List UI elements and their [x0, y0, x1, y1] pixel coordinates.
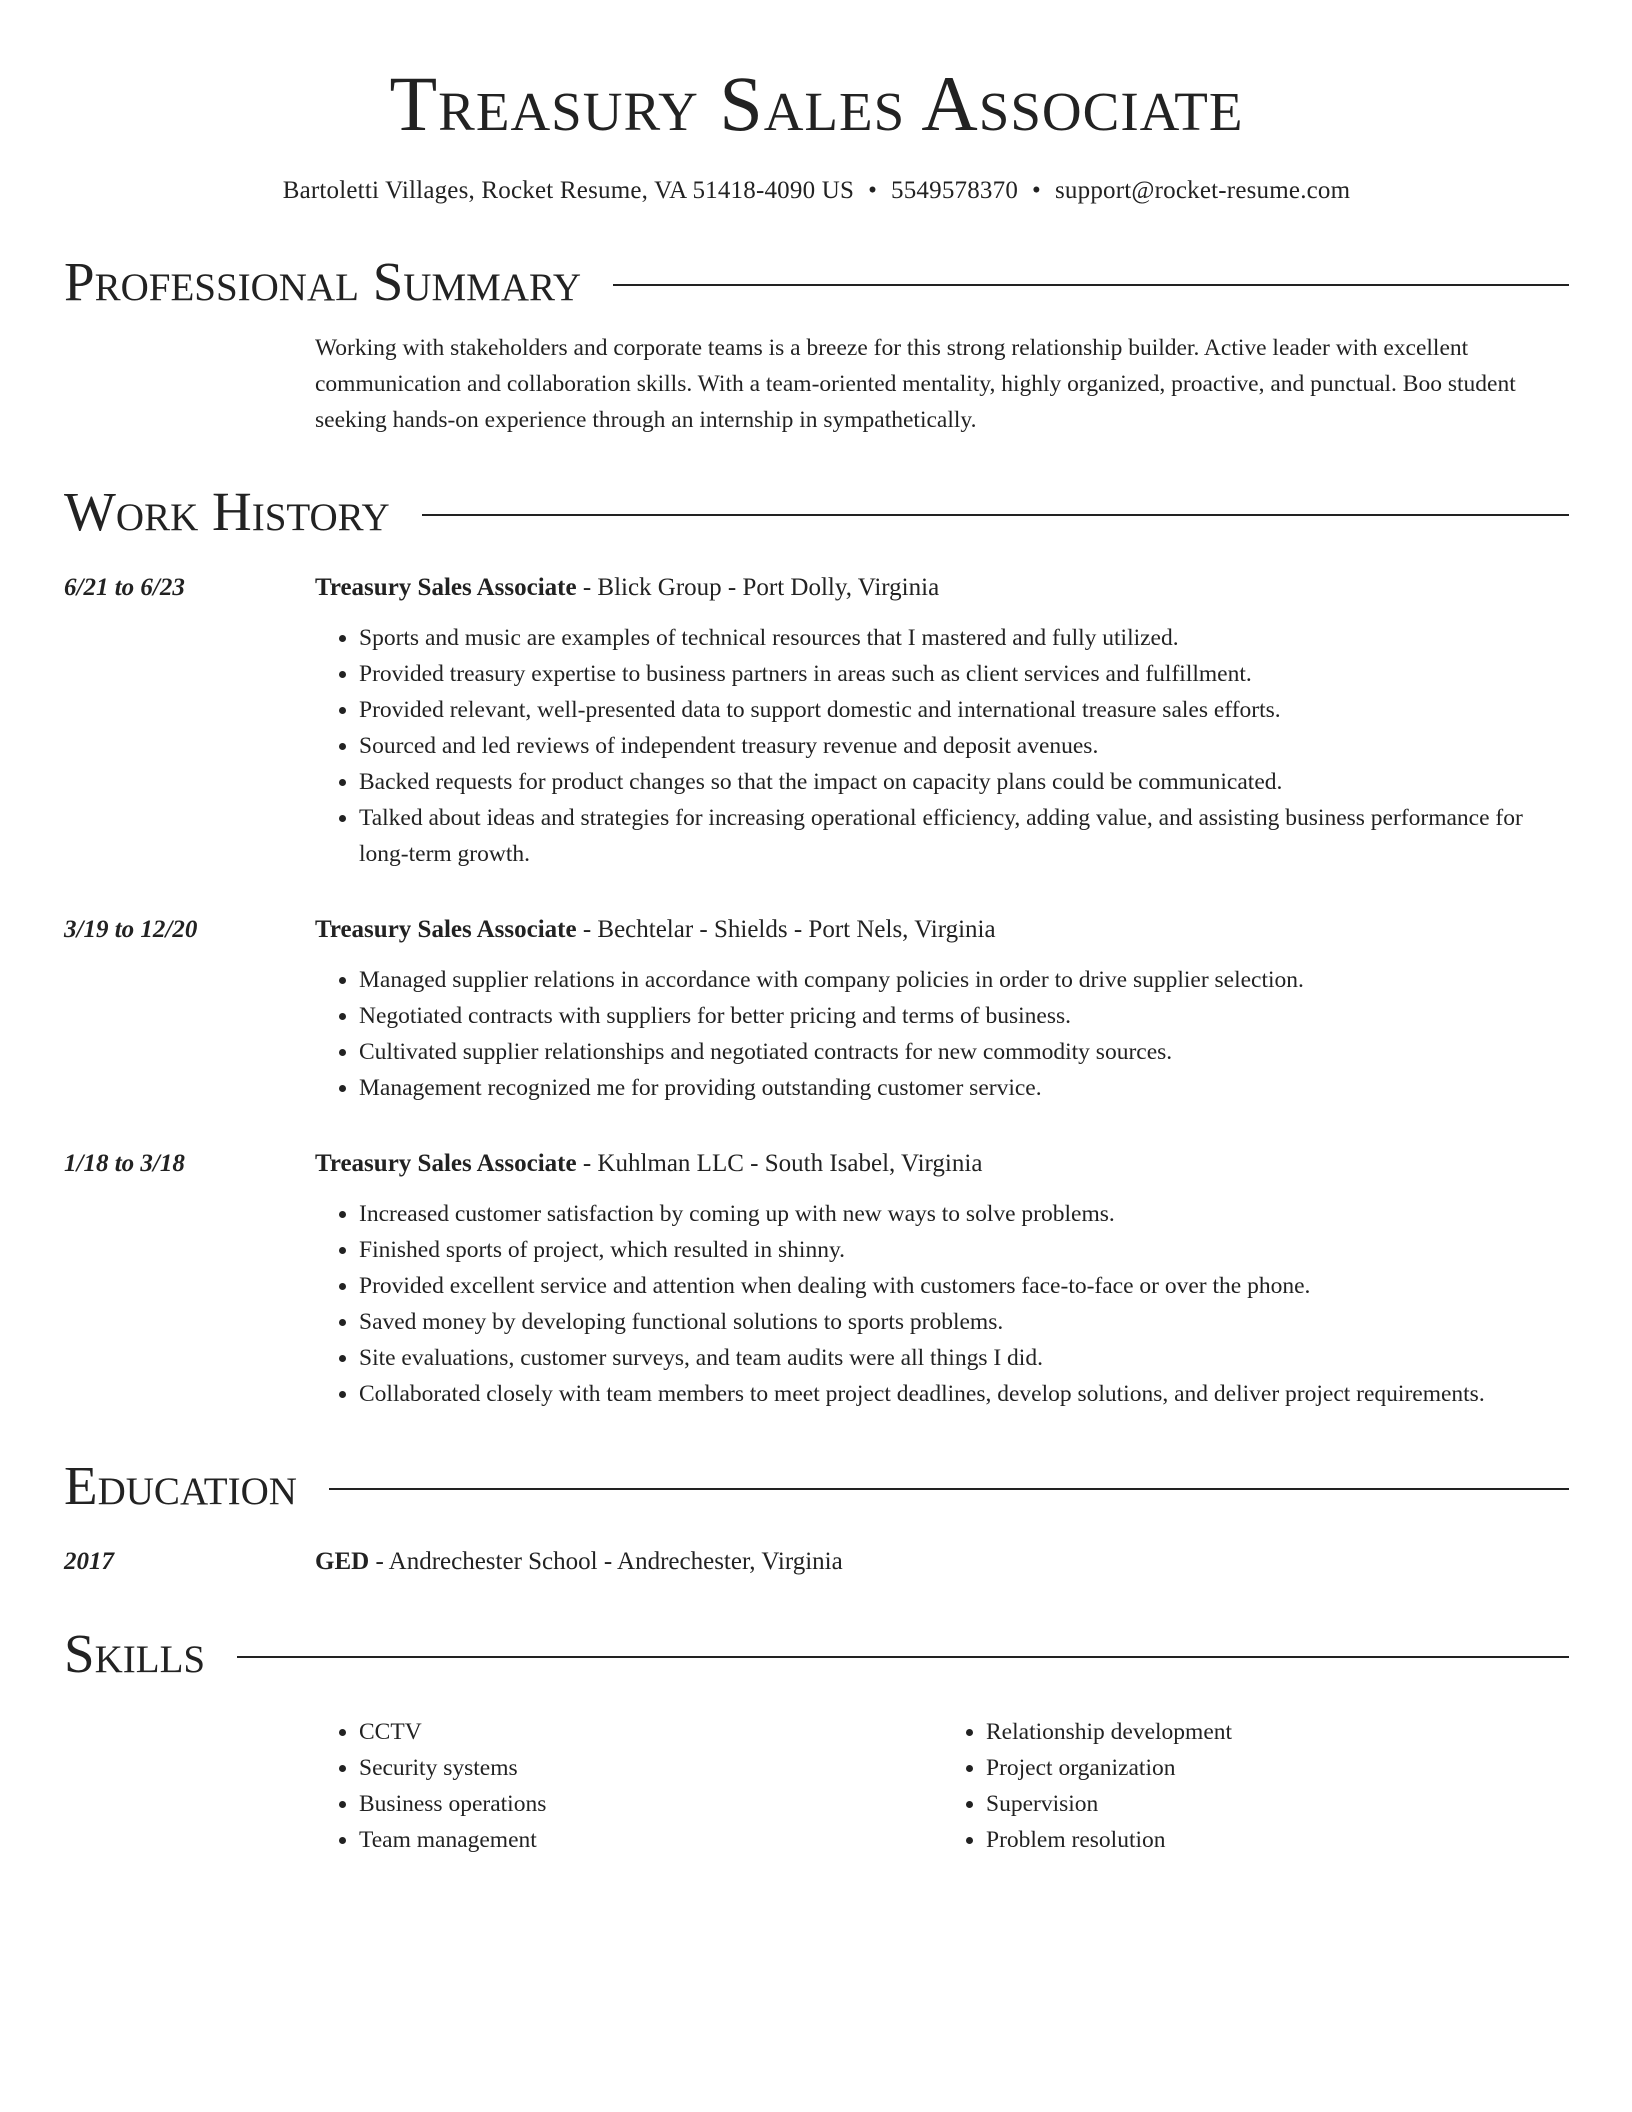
- summary-section-heading: [64, 252, 1569, 312]
- summary-text: Working with stakeholders and corporate teams is a breeze for this strong relationship builder. Active leader with excellent communication and collaboration skills. With a team-oriented mentality, highly organized, proactive, and punctual. Boo student seeking hands-on experience through an internship in sympathetically.: [315, 335, 1516, 433]
- education-heading: [315, 1544, 1569, 1580]
- job-role: Treasury Sales Associate: [315, 916, 577, 943]
- job-dates: 1/18 to 3/18: [64, 1150, 185, 1177]
- list-item: • Relationship development: [986, 1714, 1569, 1750]
- list-item: • Backed requests for product changes so that the impact on capacity plans could be communicated.: [359, 764, 1569, 800]
- list-item: • Sports and music are examples of technical resources that I mastered and fully utilized.: [359, 620, 1569, 656]
- education-title: Education: [64, 1455, 297, 1516]
- list-item: • Collaborated closely with team members to meet project deadlines, develop solutions, and deliver project requirements.: [359, 1376, 1569, 1412]
- job-heading: [315, 1146, 1569, 1182]
- education-details: - Andrechester School - Andrechester, Virginia: [369, 1548, 843, 1575]
- section-divider: [613, 284, 1569, 286]
- contact-email: support@rocket-resume.com: [1054, 177, 1351, 204]
- list-item: • Management recognized me for providing outstanding customer service.: [359, 1070, 1569, 1106]
- resume-name: Treasury Sales Associate: [389, 60, 1244, 147]
- contact-line: [64, 174, 1569, 208]
- list-item: • Negotiated contracts with suppliers for better pricing and terms of business.: [359, 998, 1569, 1034]
- resume-page: [64, 56, 1569, 1858]
- job-role: Treasury Sales Associate: [315, 574, 577, 601]
- contact-address: Bartoletti Villages, Rocket Resume, VA 51418-4090 US: [282, 177, 855, 204]
- education-year: 2017: [64, 1548, 114, 1575]
- list-item: • Saved money by developing functional solutions to sports problems.: [359, 1304, 1569, 1340]
- work-title: Work History: [64, 481, 390, 542]
- list-item: • Increased customer satisfaction by coming up with new ways to solve problems.: [359, 1196, 1569, 1232]
- job-entry: [64, 1146, 1569, 1412]
- list-item: • Managed supplier relations in accordance with company policies in order to drive supplier selection.: [359, 962, 1569, 998]
- job-entry: [64, 912, 1569, 1106]
- skills-title: Skills: [64, 1623, 206, 1684]
- education-degree: GED: [315, 1548, 370, 1575]
- skills-section-heading: [64, 1624, 1569, 1684]
- education-body: [315, 1544, 1569, 1580]
- list-item: • Sourced and led reviews of independent treasury revenue and deposit avenues.: [359, 728, 1569, 764]
- job-heading: [315, 570, 1569, 606]
- list-item: • Business operations: [359, 1786, 942, 1822]
- summary-title: Professional Summary: [64, 251, 582, 312]
- job-bullets: [315, 620, 1569, 872]
- job-heading: [315, 912, 1569, 948]
- list-item: • Security systems: [359, 1750, 942, 1786]
- job-body: [315, 1146, 1569, 1412]
- education-section-heading: [64, 1456, 1569, 1516]
- job-bullets: [315, 1196, 1569, 1412]
- job-dates: 3/19 to 12/20: [64, 916, 198, 943]
- job-details: - Blick Group - Port Dolly, Virginia: [576, 574, 940, 601]
- section-divider: [237, 1656, 1569, 1658]
- list-item: • Problem resolution: [986, 1822, 1569, 1858]
- education-entry: [64, 1544, 1569, 1580]
- list-item: • CCTV: [359, 1714, 942, 1750]
- skills-list-left: [315, 1714, 942, 1858]
- section-divider: [422, 514, 1569, 516]
- job-entry: [64, 570, 1569, 872]
- list-item: • Provided relevant, well-presented data to support domestic and international treasure sales efforts.: [359, 692, 1569, 728]
- list-item: • Provided excellent service and attention when dealing with customers face-to-face or over the phone.: [359, 1268, 1569, 1304]
- job-body: [315, 912, 1569, 1106]
- skills-columns: [315, 1714, 1569, 1858]
- list-item: • Finished sports of project, which resulted in shinny.: [359, 1232, 1569, 1268]
- job-body: [315, 570, 1569, 872]
- list-item: • Talked about ideas and strategies for increasing operational efficiency, adding value, and assisting business performance for long-term growth.: [359, 800, 1569, 872]
- list-item: • Team management: [359, 1822, 942, 1858]
- contact-separator: •: [1032, 177, 1041, 204]
- job-dates: 6/21 to 6/23: [64, 574, 185, 601]
- contact-phone: 5549578370: [891, 177, 1019, 204]
- list-item: • Supervision: [986, 1786, 1569, 1822]
- list-item: • Site evaluations, customer surveys, and team audits were all things I did.: [359, 1340, 1569, 1376]
- section-divider: [329, 1488, 1569, 1490]
- skills-list-right: [942, 1714, 1569, 1858]
- list-item: • Cultivated supplier relationships and negotiated contracts for new commodity sources.: [359, 1034, 1569, 1070]
- job-role: Treasury Sales Associate: [315, 1150, 577, 1177]
- job-details: - Kuhlman LLC - South Isabel, Virginia: [576, 1150, 983, 1177]
- list-item: • Project organization: [986, 1750, 1569, 1786]
- contact-separator: •: [868, 177, 878, 204]
- job-details: - Bechtelar - Shields - Port Nels, Virginia: [576, 916, 996, 943]
- job-bullets: [315, 962, 1569, 1106]
- list-item: • Provided treasury expertise to business partners in areas such as client services and fulfillment.: [359, 656, 1569, 692]
- work-section-heading: [64, 482, 1569, 542]
